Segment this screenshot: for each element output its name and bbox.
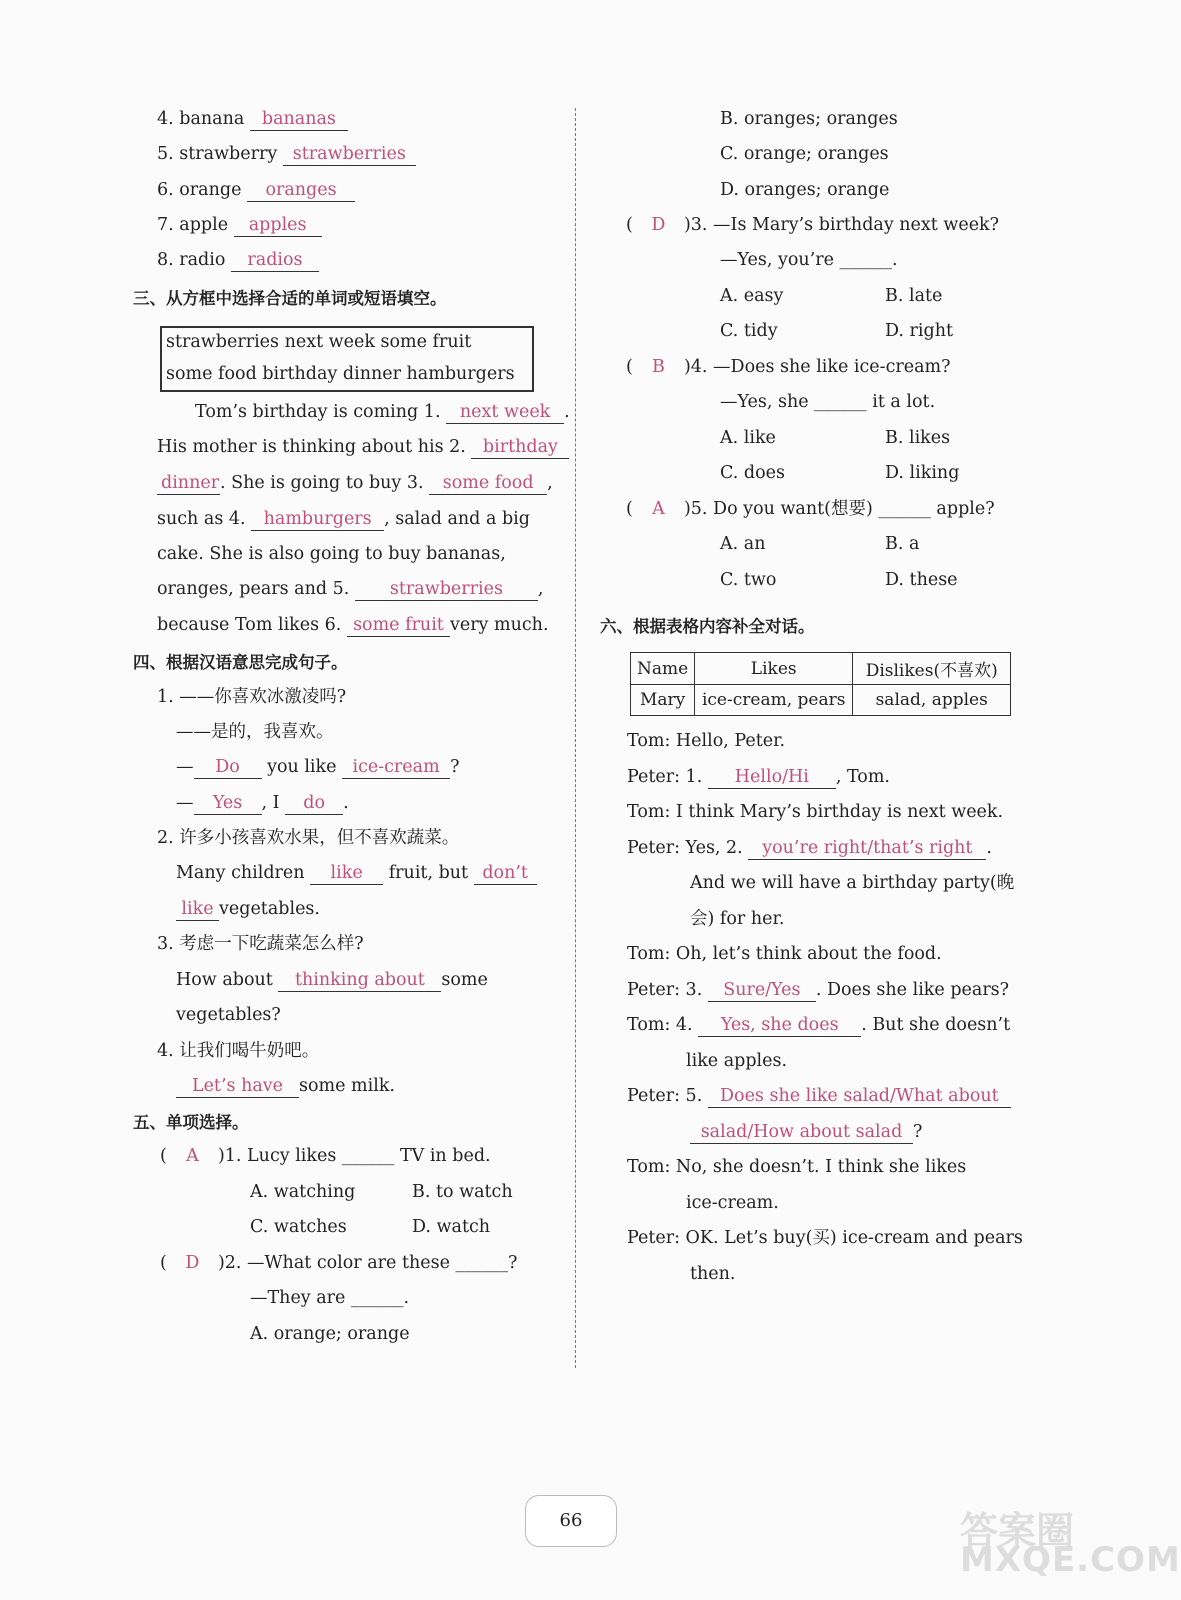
section-title-5: 五、单项选择。 <box>133 1113 249 1132</box>
dialogue-line: Tom: No, she doesn’t. I think she likes <box>627 1157 967 1177</box>
table-cell: Mary <box>631 685 695 716</box>
answer: do <box>285 792 343 815</box>
option: B. late <box>885 286 943 306</box>
answer: like <box>310 862 383 885</box>
word-box <box>160 326 534 392</box>
item-text: 6. orange <box>157 180 242 200</box>
dialogue-line: ice-cream. <box>686 1193 779 1213</box>
page-number: 66 <box>525 1495 617 1547</box>
answer: D <box>185 1253 200 1273</box>
dialogue-line: Peter: OK. Let’s buy(买) ice-cream and pears <box>627 1228 1023 1248</box>
option: D. watch <box>412 1217 491 1237</box>
dialogue-line: Tom: Hello, Peter. <box>627 731 786 751</box>
option: A. easy <box>720 286 784 306</box>
option: C. two <box>720 570 777 590</box>
option: D. these <box>885 570 958 590</box>
text: Tom: 4. <box>627 1015 693 1035</box>
option: A. orange; orange <box>250 1324 410 1344</box>
text: 3. 考虑一下吃蔬菜怎么样? <box>157 934 364 954</box>
text: because Tom likes 6. <box>157 615 342 635</box>
answer: ice-cream <box>342 756 450 779</box>
answer: don’t <box>474 862 537 885</box>
info-table <box>630 652 1011 716</box>
option: C. orange; oranges <box>720 144 889 164</box>
option: B. a <box>885 534 920 554</box>
table-header: Dislikes(不喜欢) <box>853 653 1011 685</box>
section-title-6: 六、根据表格内容补全对话。 <box>600 617 815 636</box>
answer: some food <box>429 472 547 495</box>
option: C. watches <box>250 1217 347 1237</box>
text: 2. 许多小孩喜欢水果，但不喜欢蔬菜。 <box>157 828 460 848</box>
option: C. tidy <box>720 321 778 341</box>
dialogue-line: like apples. <box>686 1051 788 1071</box>
text: some <box>441 970 488 990</box>
option: A. like <box>720 428 776 448</box>
option: D. oranges; orange <box>720 180 890 200</box>
text: )1. Lucy likes ______ TV in bed. <box>217 1146 491 1166</box>
text: —Yes, you’re ______. <box>720 250 898 270</box>
option: D. right <box>885 321 954 341</box>
text: , Tom. <box>835 767 890 787</box>
text: )5. Do you want(想要) ______ apple? <box>683 499 995 519</box>
option: C. does <box>720 463 785 483</box>
answer: you’re right/that’s right <box>748 837 986 860</box>
text: some milk. <box>299 1076 395 1096</box>
section-title-3: 三、从方框中选择合适的单词或短语填空。 <box>133 289 447 308</box>
text: you like <box>267 757 337 777</box>
answer: thinking about <box>278 969 441 992</box>
text: ——是的，我喜欢。 <box>176 722 334 742</box>
text: Peter: 5. <box>627 1086 703 1106</box>
answer: B <box>651 357 665 377</box>
answer: Do <box>194 756 262 779</box>
text: , <box>547 473 553 493</box>
answer: salad/How about salad <box>690 1121 913 1144</box>
answer: A <box>652 499 665 519</box>
answer: Sure/Yes <box>708 979 816 1002</box>
answer: Yes, she does <box>698 1014 861 1037</box>
table-cell: salad, apples <box>853 685 1011 716</box>
text: )2. —What color are these ______? <box>217 1253 518 1273</box>
word-box-row: strawberries next week some fruit <box>166 332 472 352</box>
dialogue-line: Tom: Oh, let’s think about the food. <box>627 944 942 964</box>
answer: bananas <box>250 108 348 131</box>
text: oranges, pears and 5. <box>157 579 350 599</box>
text: Tom’s birthday is coming 1. <box>195 402 441 422</box>
table-cell: ice-cream, pears <box>695 685 853 716</box>
watermark-url: MXQE.COM <box>960 1540 1181 1580</box>
text: )3. —Is Mary’s birthday next week? <box>683 215 1000 235</box>
answer: strawberries <box>355 578 538 601</box>
text: . <box>986 838 992 858</box>
text: such as 4. <box>157 509 246 529</box>
text: vegetables? <box>176 1005 281 1025</box>
text: fruit, but <box>388 863 469 883</box>
answer: D <box>651 215 666 235</box>
option: B. oranges; oranges <box>720 109 898 129</box>
option: B. to watch <box>412 1182 513 1202</box>
text: cake. She is also going to buy bananas, <box>157 544 506 564</box>
answer: like <box>176 898 219 921</box>
text: . But she doesn’t <box>861 1015 1011 1035</box>
text: Peter: Yes, 2. <box>627 838 743 858</box>
option: D. liking <box>885 463 960 483</box>
text: 1. ——你喜欢冰激凌吗? <box>157 687 347 707</box>
text: , salad and a big <box>384 509 530 529</box>
answer: oranges <box>247 179 355 202</box>
answer: some fruit <box>347 614 450 637</box>
answer: birthday <box>471 436 569 459</box>
text: . She is going to buy 3. <box>220 473 424 493</box>
text: ? <box>913 1122 923 1142</box>
column-divider <box>575 108 576 1368</box>
answer: Let’s have <box>176 1075 299 1098</box>
watermark-logo: 答案圈 <box>960 1509 1075 1553</box>
item-text: 8. radio <box>157 250 226 270</box>
text: , I <box>261 793 280 813</box>
text: — <box>176 793 194 813</box>
option: A. watching <box>250 1182 356 1202</box>
text: —They are ______. <box>250 1288 410 1308</box>
text: ? <box>450 757 460 777</box>
answer: Does she like salad/What about <box>708 1085 1011 1108</box>
dialogue-line: And we will have a birthday party(晚 <box>690 873 1015 893</box>
item-text: 5. strawberry <box>157 144 278 164</box>
text: . Does she like pears? <box>815 980 1010 1000</box>
text: very much. <box>449 615 549 635</box>
option: B. likes <box>885 428 951 448</box>
table-header: Likes <box>695 653 853 685</box>
answer: A <box>186 1146 199 1166</box>
option: A. an <box>720 534 766 554</box>
answer: apples <box>234 214 322 237</box>
text: . <box>564 402 570 422</box>
item-text: 4. banana <box>157 109 245 129</box>
section-title-4: 四、根据汉语意思完成句子。 <box>133 653 348 672</box>
text: — <box>176 757 194 777</box>
text: His mother is thinking about his 2. <box>157 437 466 457</box>
text: , <box>537 579 544 599</box>
text: Peter: 1. <box>627 767 703 787</box>
word-box-row: some food birthday dinner hamburgers <box>166 364 515 384</box>
answer: dinner <box>157 472 220 495</box>
item-text: 7. apple <box>157 215 229 235</box>
answer: radios <box>231 249 319 272</box>
text: vegetables. <box>219 899 320 919</box>
text: —Yes, she ______ it a lot. <box>720 392 936 412</box>
text: 4. 让我们喝牛奶吧。 <box>157 1041 320 1061</box>
answer: hamburgers <box>251 508 384 531</box>
dialogue-line: Tom: I think Mary’s birthday is next week. <box>627 802 1004 822</box>
table-header: Name <box>631 653 695 685</box>
dialogue-line: then. <box>690 1264 736 1284</box>
text: Many children <box>176 863 305 883</box>
answer: Yes <box>194 792 262 815</box>
text: )4. —Does she like ice-cream? <box>683 357 951 377</box>
text: . <box>343 793 349 813</box>
answer: Hello/Hi <box>708 766 836 789</box>
text: Peter: 3. <box>627 980 703 1000</box>
answer: next week <box>446 401 564 424</box>
dialogue-line: 会) for her. <box>690 909 785 929</box>
answer: strawberries <box>283 143 416 166</box>
text: How about <box>176 970 273 990</box>
